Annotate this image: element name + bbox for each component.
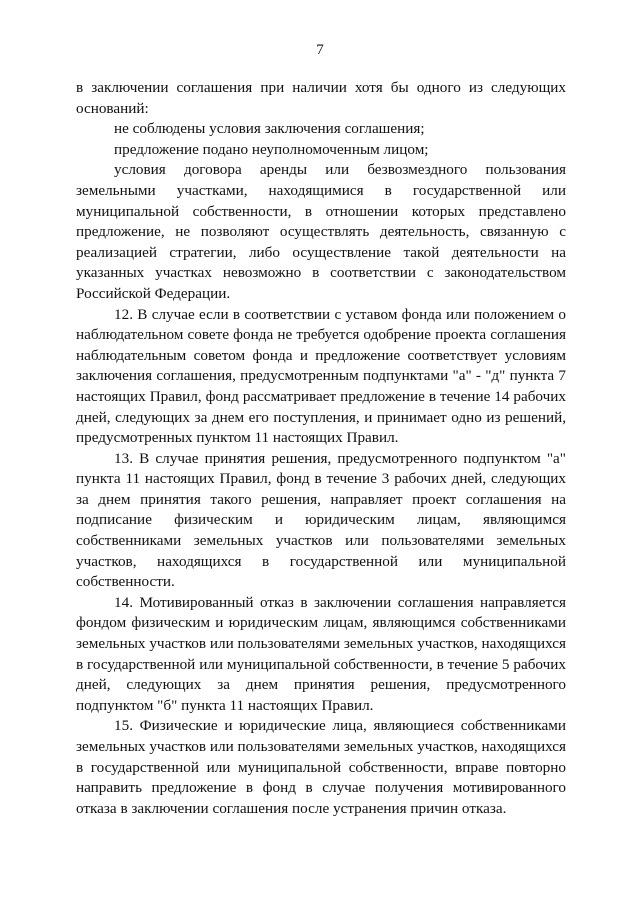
document-body bbox=[76, 78, 566, 819]
paragraph-ground-conditions: не соблюдены условия заключения соглашения; bbox=[114, 120, 425, 138]
page-number: 7 bbox=[316, 42, 324, 58]
paragraph-item-14: 14. Мотивированный отказ в заключении соглашения направляется фондом физическим и юридическим лицам, являющимся собственниками земельных участков или пользователями земельных участков, находящихся в государственной или муниципальной собственности, в течение 5 рабочих дней, следующих за днем принятия решения, предусмотренного подпунктом "б" пункта 11 настоящих Правил. bbox=[76, 593, 566, 714]
paragraph-ground-unauthorized: предложение подано неуполномоченным лицом; bbox=[114, 140, 429, 158]
paragraph-item-12: 12. В случае если в соответствии с уставом фонда или положением о наблюдательном совете фонда не требуется одобрение проекта соглашения наблюдательным советом фонда и предложение соответствует условиям заключения соглашения, предусмотренным подпунктами "а" - "д" пункта 7 настоящих Правил, фонд рассматривает предложение в течение 14 рабочих дней, следующих за днем его поступления, и принимает одно из решений, предусмотренных пунктом 11 настоящих Правил. bbox=[76, 305, 566, 447]
paragraph-item-13: 13. В случае принятия решения, предусмотренного подпунктом "а" пункта 11 настоящих Правил, фонд в течение 3 рабочих дней, следующих за днем принятия такого решения, направляет проект соглашения на подписание физическим и юридическим лицам, являющимся собственниками земельных участков или пользователями земельных участков, находящихся в государственной или муниципальной собственности. bbox=[76, 449, 566, 591]
paragraph-ground-lease-terms: условия договора аренды или безвозмездного пользования земельными участками, находящимися в государственной или муниципальной собственности, в отношении которых представлено предложение, не позволяют осуществлять деятельность, связанную с реализацией стратегии, либо осуществление такой деятельности на указанных участках невозможно в соответствии с законодательством Российской Федерации. bbox=[76, 161, 566, 302]
paragraph-item-15: 15. Физические и юридические лица, являющиеся собственниками земельных участков или пользователями земельных участков, находящихся в государственной или муниципальной собственности, вправе повторно направить предложение в фонд в случае получения мотивированного отказа в заключении соглашения после устранения причин отказа. bbox=[76, 717, 566, 817]
paragraph-grounds-intro: в заключении соглашения при наличии хотя бы одного из следующих оснований: bbox=[76, 79, 566, 117]
